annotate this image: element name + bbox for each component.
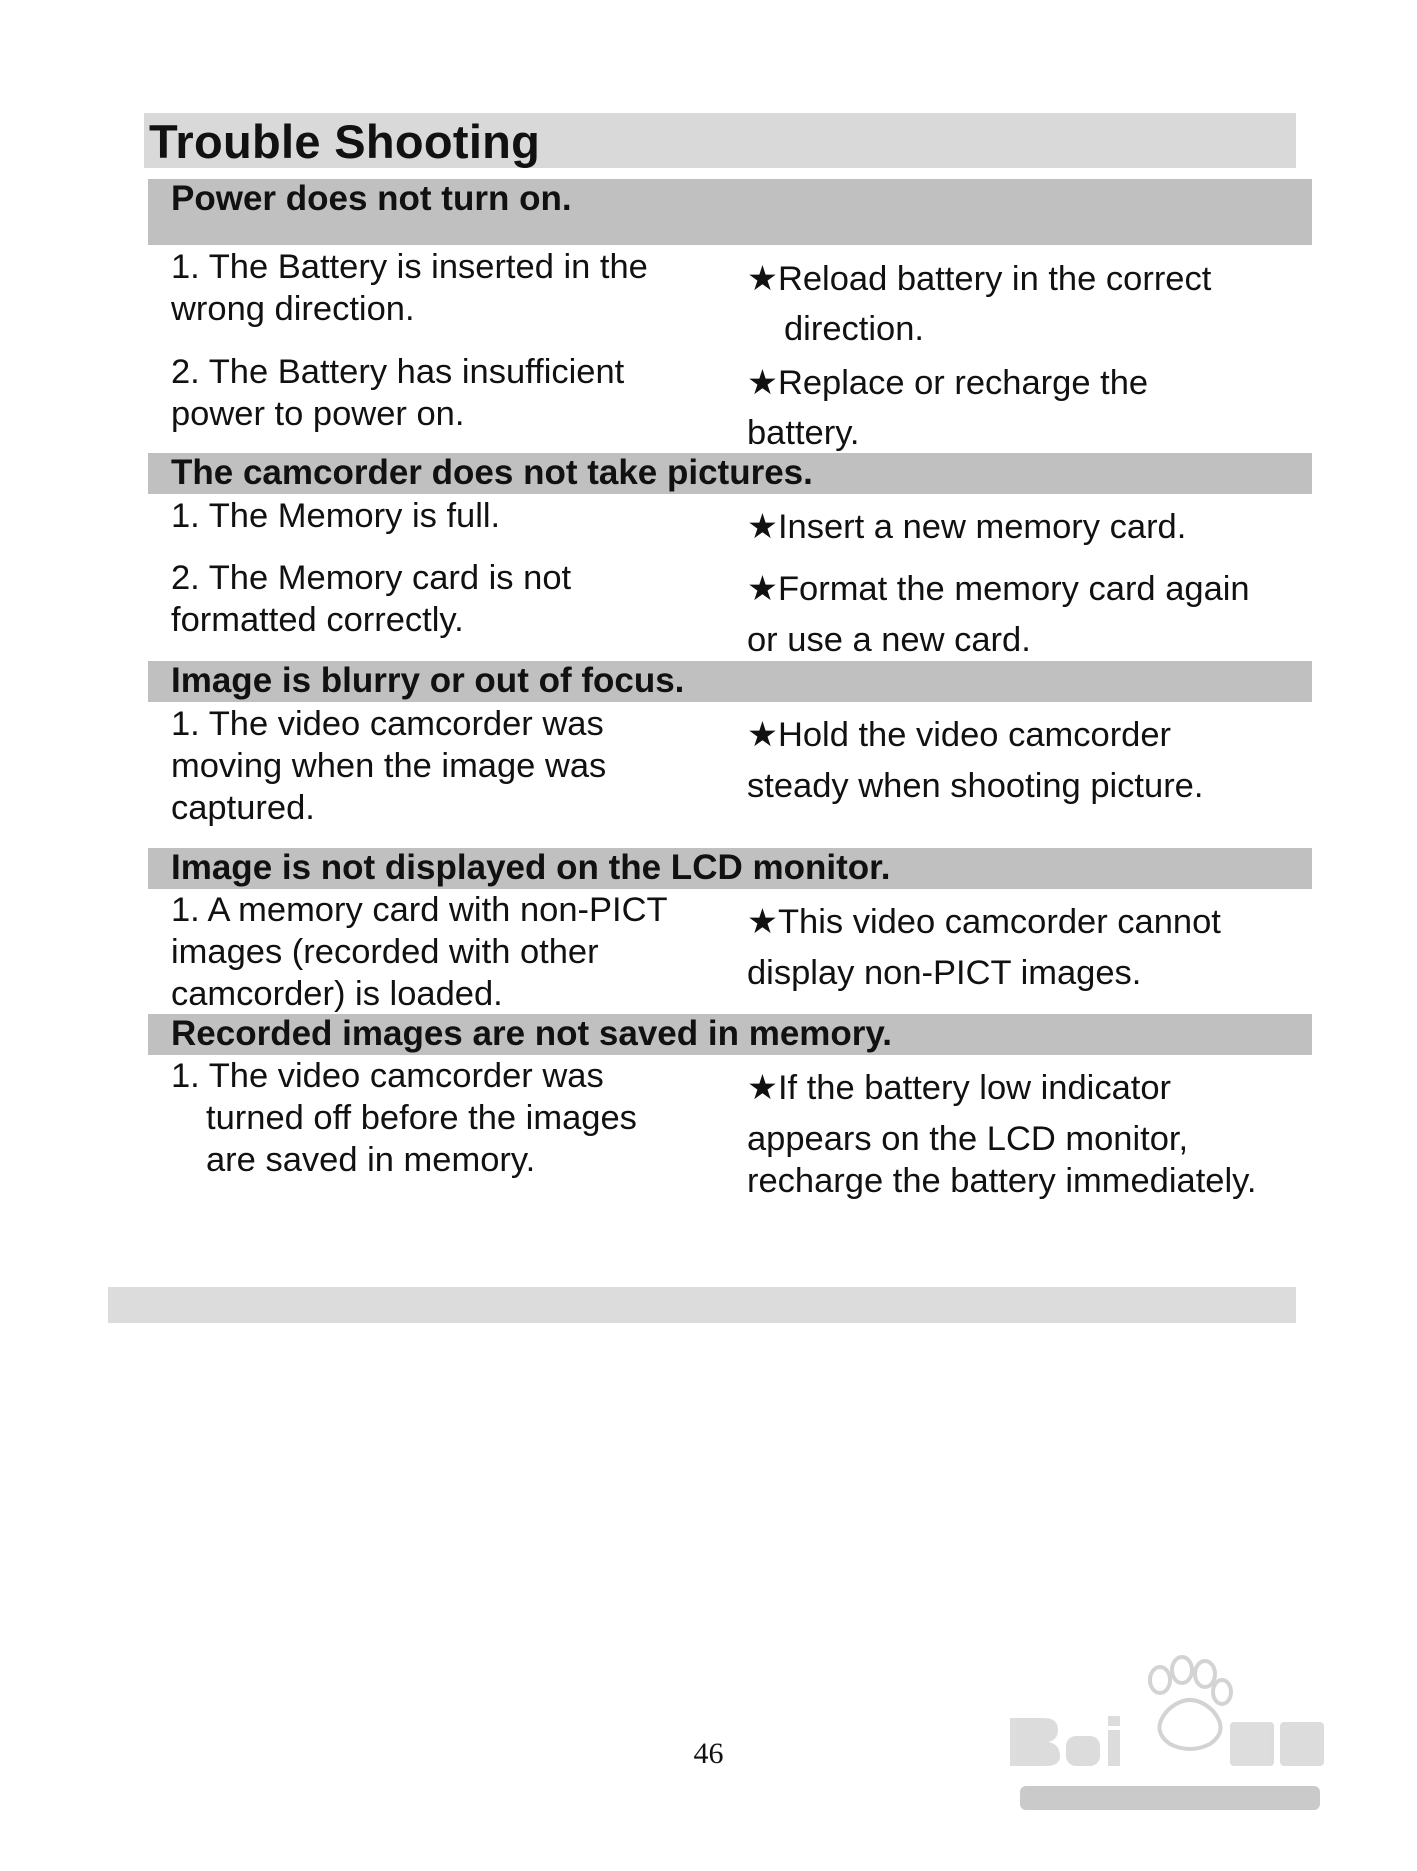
cause-line: captured. [171, 789, 315, 827]
section-heading: The camcorder does not take pictures. [171, 453, 813, 492]
cause-line: 1. The video camcorder was [171, 705, 604, 743]
cause-line: formatted correctly. [171, 601, 464, 639]
cause-line: 1. The video camcorder was [171, 1057, 604, 1095]
section-heading: Power does not turn on. [171, 179, 572, 218]
star-icon: ★ [747, 570, 778, 608]
star-icon: ★ [747, 1069, 778, 1107]
cause-line: moving when the image was [171, 747, 607, 785]
solution-line: ★Reload battery in the correct [747, 260, 1212, 298]
solution-line: or use a new card. [747, 621, 1031, 659]
page-title: Trouble Shooting [149, 115, 541, 168]
footer-bar [108, 1287, 1296, 1323]
solution-line: recharge the battery immediately. [747, 1162, 1257, 1200]
star-icon: ★ [747, 508, 778, 546]
cause-line: power to power on. [171, 395, 465, 433]
section-heading: Image is blurry or out of focus. [171, 661, 685, 700]
solution-line: steady when shooting picture. [747, 767, 1204, 805]
solution-line: ★Replace or recharge the [747, 364, 1149, 402]
baidu-watermark-logo [1000, 1640, 1340, 1820]
cause-line: 1. A memory card with non-PICT [171, 891, 668, 929]
cause-line: 1. The Battery is inserted in the [171, 248, 648, 286]
solution-line: display non-PICT images. [747, 954, 1142, 992]
solution-line: direction. [784, 310, 924, 348]
star-icon: ★ [747, 364, 778, 402]
solution-line: ★This video camcorder cannot [747, 903, 1221, 941]
section-heading: Recorded images are not saved in memory. [171, 1014, 893, 1053]
cause-line: 2. The Battery has insufficient [171, 353, 625, 391]
solution-line: ★Insert a new memory card. [747, 508, 1187, 546]
page-number: 46 [693, 1737, 724, 1770]
section-heading: Image is not displayed on the LCD monitor. [171, 848, 891, 887]
cause-line: 1. The Memory is full. [171, 497, 501, 535]
solution-line: battery. [747, 414, 860, 452]
cause-line: are saved in memory. [206, 1141, 536, 1179]
cause-line: camcorder) is loaded. [171, 975, 503, 1013]
cause-line: turned off before the images [206, 1099, 637, 1137]
star-icon: ★ [747, 903, 778, 941]
solution-line: ★Hold the video camcorder [747, 716, 1172, 754]
cause-line: images (recorded with other [171, 933, 599, 971]
solution-line: ★Format the memory card again [747, 570, 1250, 608]
solution-line: appears on the LCD monitor, [747, 1120, 1189, 1158]
solution-line: ★If the battery low indicator [747, 1069, 1172, 1107]
cause-line: 2. The Memory card is not [171, 559, 572, 597]
cause-line: wrong direction. [171, 290, 415, 328]
star-icon: ★ [747, 716, 778, 754]
star-icon: ★ [747, 260, 778, 298]
